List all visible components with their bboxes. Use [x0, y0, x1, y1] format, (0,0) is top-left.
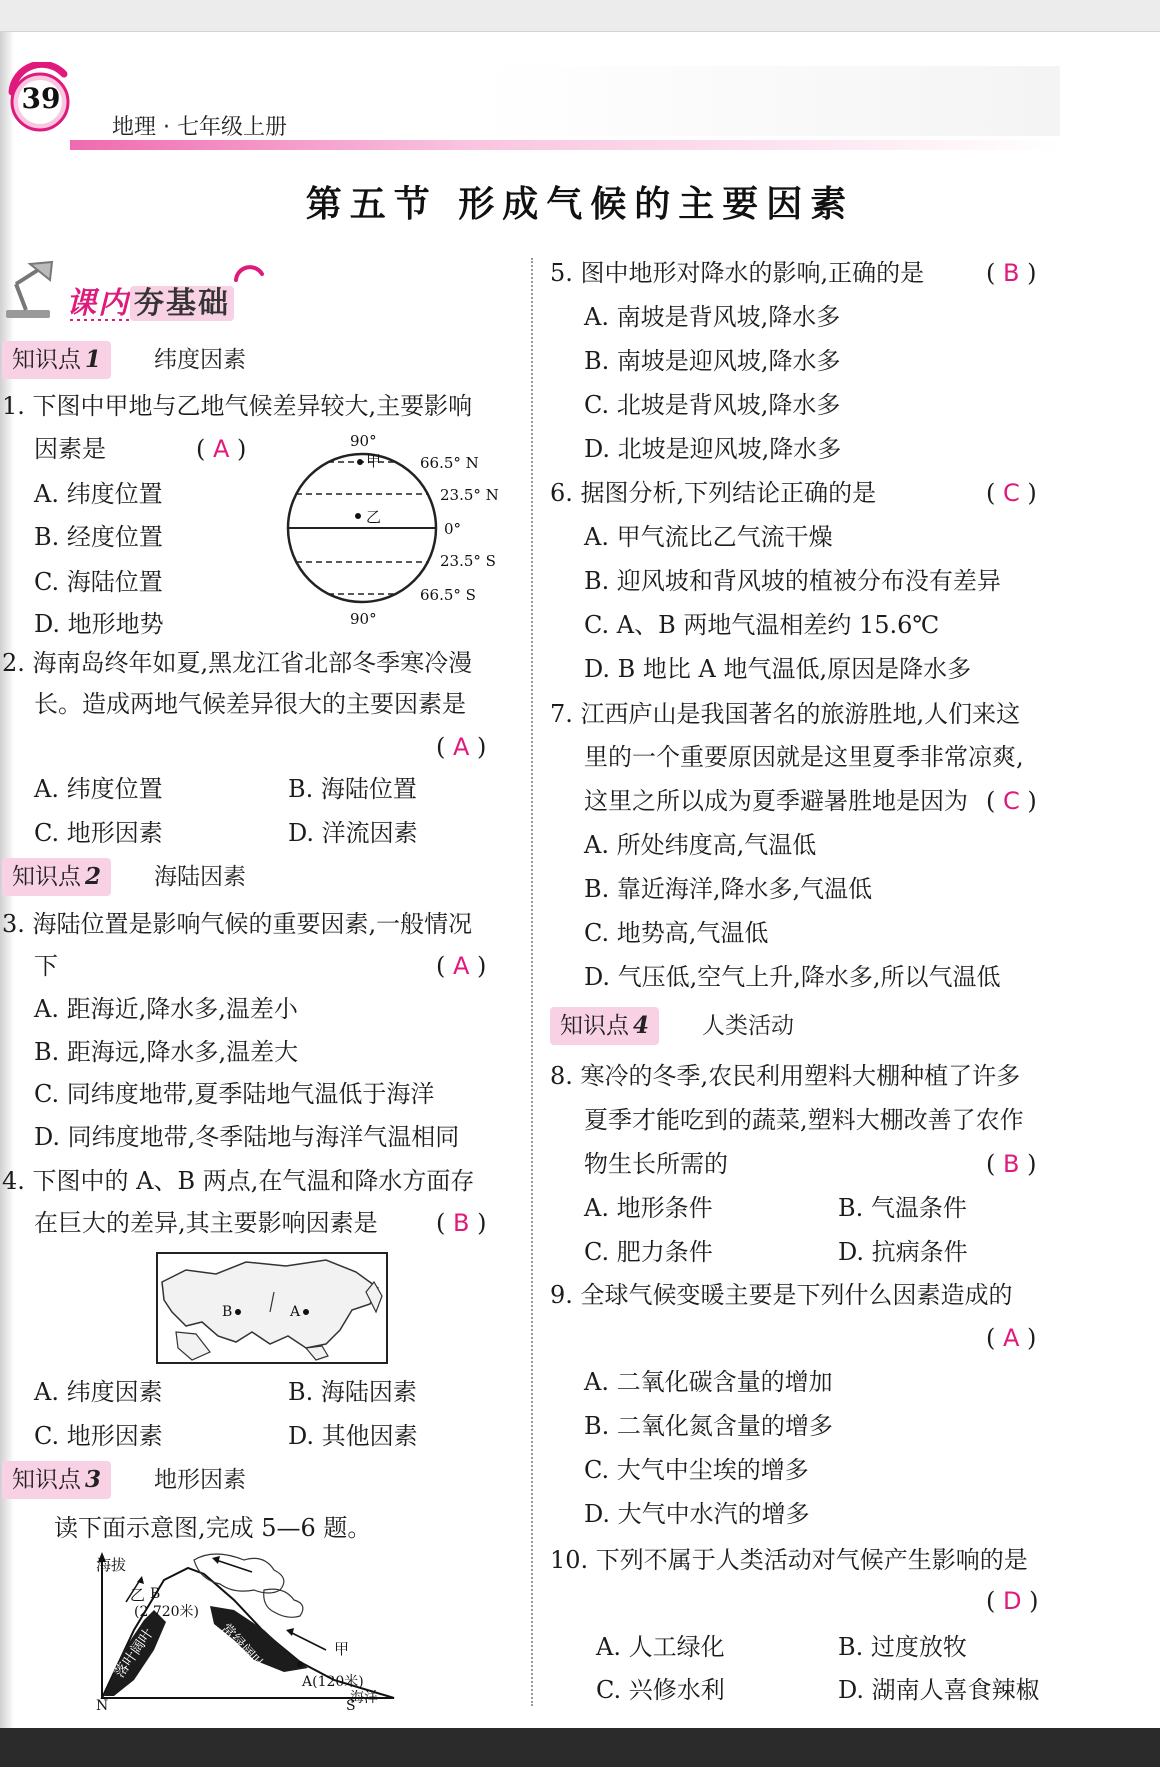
q1-stem: 1. 下图中甲地与乙地气候差异较大,主要影响	[2, 392, 473, 420]
column-divider	[531, 258, 533, 1706]
q2-option-d: D. 洋流因素	[288, 819, 418, 847]
q2-option-b: B. 海陆位置	[288, 775, 417, 803]
mountain-point-yi: 乙	[130, 1586, 146, 1604]
mountain-point-b: B	[150, 1586, 161, 1602]
q3-stem: 3. 海陆位置是影响气候的重要因素,一般情况	[2, 910, 473, 938]
q1-option-d: D. 地形地势	[34, 610, 164, 638]
q3-option-d: D. 同纬度地带,冬季陆地与海洋气温相同	[34, 1123, 460, 1151]
q8-option-a: A. 地形条件	[584, 1194, 713, 1222]
q2-stem: 2. 海南岛终年如夏,黑龙江省北部冬季寒冷漫	[2, 649, 473, 677]
q1-stem-2: 因素是	[34, 435, 106, 463]
q1-option-b: B. 经度位置	[34, 523, 163, 551]
q6-option-c: C. A、B 两地气温相差约 15.6℃	[584, 611, 940, 639]
header-pink-stripe	[70, 140, 1060, 150]
q2-option-c: C. 地形因素	[34, 819, 163, 847]
q2-stem-2: 长。造成两地气候差异很大的主要因素是	[34, 690, 466, 718]
top-bar	[0, 0, 1160, 32]
q5-option-c: C. 北坡是背风坡,降水多	[584, 391, 841, 419]
mountain-ocean-label: 海洋	[350, 1690, 378, 1706]
mountain-b-altitude: (2 720米)	[134, 1604, 200, 1620]
q6-option-d: D. B 地比 A 地气温低,原因是降水多	[584, 655, 972, 683]
globe-lat-0: 0°	[444, 520, 462, 538]
q7-option-c: C. 地势高,气温低	[584, 919, 769, 947]
q8-stem-2: 夏季才能吃到的蔬菜,塑料大棚改善了农作	[584, 1106, 1024, 1134]
q1-option-a: A. 纬度位置	[34, 480, 163, 508]
q4-option-a: A. 纬度因素	[34, 1378, 163, 1406]
q4-answer: ( B )	[436, 1209, 487, 1237]
q9-option-c: C. 大气中尘埃的增多	[584, 1456, 809, 1484]
q10-answer: ( D )	[986, 1587, 1039, 1615]
globe-bottom-label: 90°	[350, 610, 377, 628]
q9-option-d: D. 大气中水汽的增多	[584, 1500, 810, 1528]
q6-stem: 6. 据图分析,下列结论正确的是	[550, 479, 877, 507]
q10-option-d: D. 湖南人喜食辣椒	[838, 1676, 1040, 1704]
q5-option-b: B. 南坡是迎风坡,降水多	[584, 347, 841, 375]
mountain-cross-section-figure	[94, 1550, 424, 1710]
q5-option-a: A. 南坡是背风坡,降水多	[584, 303, 841, 331]
mountain-n-label: N	[96, 1698, 109, 1710]
q9-stem: 9. 全球气候变暖主要是下列什么因素造成的	[550, 1281, 1013, 1309]
knowledge-point-title: 纬度因素	[154, 347, 246, 373]
mountain-south-slope-label: 常绿阔叶	[217, 1620, 267, 1674]
page-header	[0, 48, 1160, 158]
q10-option-a: A. 人工绿化	[596, 1633, 725, 1661]
mountain-s-label: S	[346, 1698, 356, 1710]
knowledge-point-tag: 知识点 2	[2, 858, 111, 896]
map-point-b: B	[222, 1304, 233, 1320]
read-instruction: 读下面示意图,完成 5—6 题。	[54, 1514, 372, 1542]
bottom-bar	[0, 1728, 1160, 1767]
q7-stem: 7. 江西庐山是我国著名的旅游胜地,人们来这	[550, 700, 1021, 728]
q8-option-c: C. 肥力条件	[584, 1238, 713, 1266]
q7-answer: ( C )	[986, 787, 1037, 815]
q4-stem: 4. 下图中的 A、B 两点,在气温和降水方面存	[2, 1167, 475, 1195]
q5-option-d: D. 北坡是迎风坡,降水多	[584, 435, 842, 463]
q4-option-b: B. 海陆因素	[288, 1378, 417, 1406]
globe-top-label: 90°	[350, 432, 377, 450]
globe-point-yi: 乙	[366, 508, 382, 526]
q5-answer: ( B )	[986, 259, 1037, 287]
q4-stem-2: 在巨大的差异,其主要影响因素是	[34, 1209, 378, 1237]
q6-option-a: A. 甲气流比乙气流干燥	[584, 523, 833, 551]
q8-option-b: B. 气温条件	[838, 1194, 967, 1222]
q4-option-d: D. 其他因素	[288, 1422, 418, 1450]
q6-answer: ( C )	[986, 479, 1037, 507]
knowledge-point-tag: 知识点 1	[2, 341, 111, 379]
q3-stem-2: 下	[34, 952, 58, 980]
q7-stem-3: 这里之所以成为夏季避暑胜地是因为	[584, 787, 968, 815]
q10-option-c: C. 兴修水利	[596, 1676, 725, 1704]
q6-option-b: B. 迎风坡和背风坡的植被分布没有差异	[584, 567, 1001, 595]
q9-answer: ( A )	[986, 1324, 1037, 1352]
globe-lat-23s: 23.5° S	[440, 552, 496, 570]
q8-stem: 8. 寒冷的冬季,农民利用塑料大棚种植了许多	[550, 1062, 1021, 1090]
q7-option-a: A. 所处纬度高,气温低	[584, 831, 817, 859]
q8-option-d: D. 抗病条件	[838, 1238, 968, 1266]
q4-option-c: C. 地形因素	[34, 1422, 163, 1450]
banner-part1: 课内	[66, 286, 130, 321]
knowledge-point-title: 地形因素	[154, 1467, 246, 1493]
q9-option-b: B. 二氧化氮含量的增多	[584, 1412, 833, 1440]
knowledge-point-title: 人类活动	[702, 1013, 794, 1039]
q8-answer: ( B )	[986, 1150, 1037, 1178]
q3-answer: ( A )	[436, 952, 487, 980]
q2-answer: ( A )	[436, 733, 487, 761]
q10-stem: 10. 下列不属于人类活动对气候产生影响的是	[550, 1546, 1028, 1574]
globe-point-jia: 甲	[366, 452, 382, 470]
q2-option-a: A. 纬度位置	[34, 775, 163, 803]
mountain-point-a: A(120米)	[302, 1674, 364, 1690]
globe-lat-23n: 23.5° N	[440, 486, 499, 504]
q8-stem-3: 物生长所需的	[584, 1150, 728, 1178]
mountain-y-label: 海拔	[96, 1556, 127, 1574]
mountain-point-jia: 甲	[334, 1640, 350, 1658]
map-point-a: A	[290, 1304, 301, 1320]
knowledge-point-tag: 知识点 4	[550, 1007, 659, 1045]
q3-option-a: A. 距海近,降水多,温差小	[34, 995, 298, 1023]
book-name: 地理 · 七年级上册	[112, 115, 287, 140]
knowledge-point-title: 海陆因素	[154, 864, 246, 890]
header-gray-band	[480, 66, 1060, 136]
knowledge-point-tag: 知识点 3	[2, 1461, 111, 1499]
q3-option-c: C. 同纬度地带,夏季陆地气温低于海洋	[34, 1080, 435, 1108]
q7-stem-2: 里的一个重要原因就是这里夏季非常凉爽,	[584, 743, 1024, 771]
section-banner	[66, 278, 234, 322]
section-title: 第五节 形成气候的主要因素	[305, 183, 855, 225]
latitude-globe-figure	[280, 432, 520, 632]
q1-option-c: C. 海陆位置	[34, 568, 163, 596]
q9-option-a: A. 二氧化碳含量的增加	[584, 1368, 833, 1396]
q5-stem: 5. 图中地形对降水的影响,正确的是	[550, 259, 925, 287]
q1-answer: ( A )	[196, 435, 247, 463]
banner-part2: 夯基础	[130, 286, 234, 321]
eurasia-map-figure	[156, 1252, 388, 1364]
page-number: 39	[21, 82, 61, 115]
mountain-north-slope-label: 落叶阔叶	[111, 1625, 157, 1681]
q3-option-b: B. 距海远,降水多,温差大	[34, 1038, 299, 1066]
q7-option-b: B. 靠近海洋,降水多,气温低	[584, 875, 873, 903]
globe-lat-66s: 66.5° S	[420, 586, 476, 604]
globe-lat-66n: 66.5° N	[420, 454, 479, 472]
q10-option-b: B. 过度放牧	[838, 1633, 967, 1661]
q7-option-d: D. 气压低,空气上升,降水多,所以气温低	[584, 963, 1001, 991]
